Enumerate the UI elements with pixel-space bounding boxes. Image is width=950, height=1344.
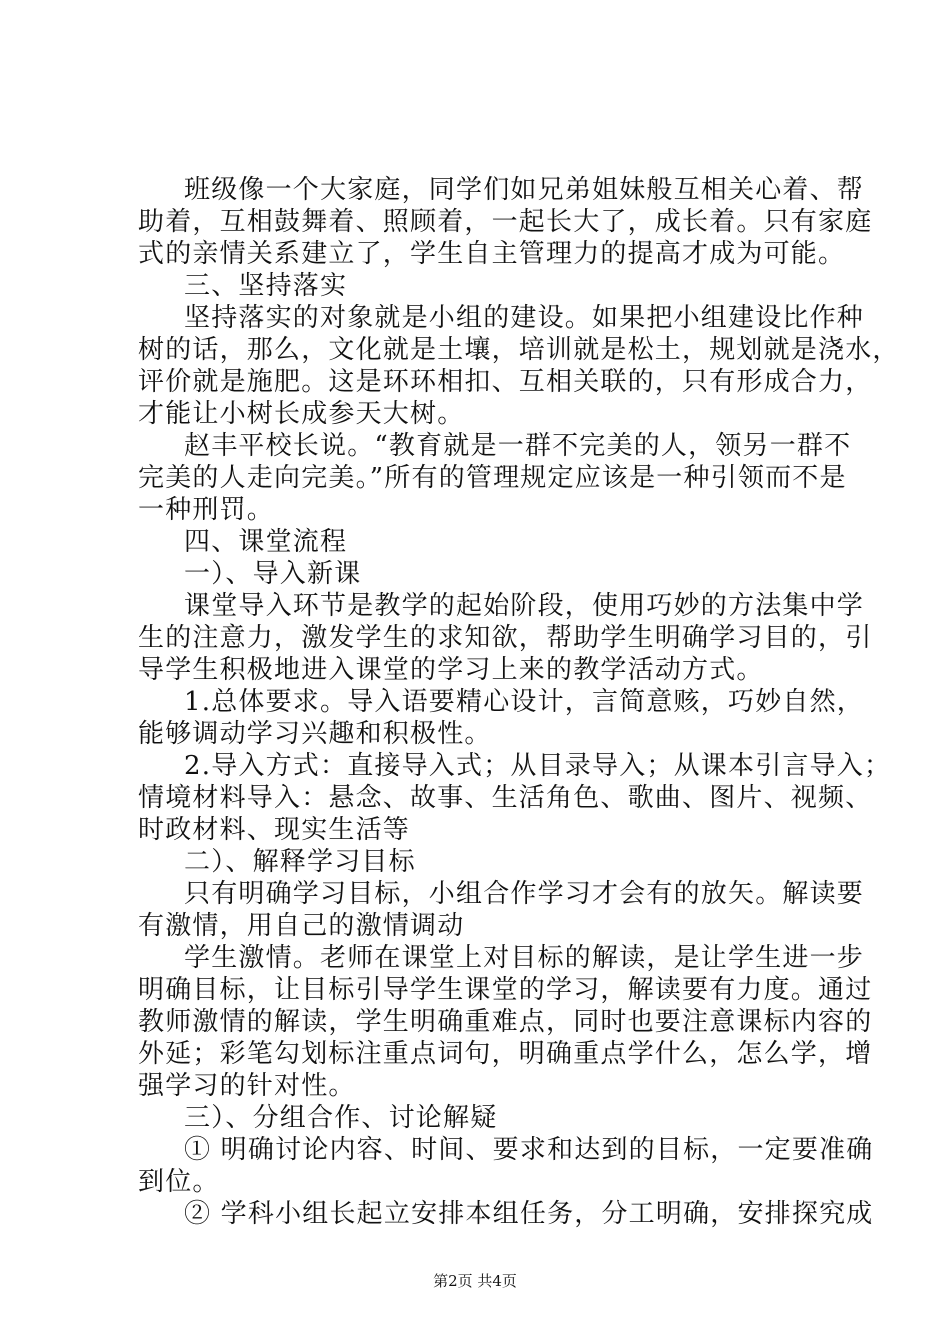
- text-line: 时政材料、现实生活等: [138, 815, 411, 845]
- text-line: ① 明确讨论内容、时间、要求和达到的目标，一定要准确: [184, 1135, 874, 1165]
- text-line: 学生激情。老师在课堂上对目标的解读，是让学生进一步: [184, 943, 865, 973]
- text-line: 外延；彩笔勾划标注重点词句，明确重点学什么，怎么学，增: [138, 1039, 873, 1069]
- text-line: 课堂导入环节是教学的起始阶段，使用巧妙的方法集中学: [184, 591, 865, 621]
- subsection-heading: 一）、导入新课: [184, 559, 362, 589]
- text-line: 生的注意力，激发学生的求知欲，帮助学生明确学习目的，引: [138, 623, 873, 653]
- text-line: 才能让小树长成参天大树。: [138, 399, 465, 429]
- text-line: 强学习的针对性。: [138, 1071, 356, 1101]
- page-footer: 第2页 共4页: [433, 1272, 517, 1290]
- text-line: 助着，互相鼓舞着、照顾着，一起长大了，成长着。只有家庭: [138, 207, 873, 237]
- text-line: 2.导入方式：直接导入式；从目录导入；从课本引言导入；: [184, 751, 892, 781]
- text-line: 到位。: [138, 1167, 220, 1197]
- section-heading: 四、课堂流程: [184, 527, 348, 557]
- text-line: 情境材料导入：悬念、故事、生活角色、歌曲、图片、视频、: [138, 783, 873, 813]
- text-line: 有激情，用自己的激情调动: [138, 911, 465, 941]
- subsection-heading: 二）、解释学习目标: [184, 847, 416, 877]
- text-line: 评价就是施肥。这是环环相扣、互相关联的，只有形成合力，: [138, 367, 873, 397]
- text-line: 赵丰平校长说。“教育就是一群不完美的人，领另一群不: [184, 431, 852, 461]
- text-line: 1.总体要求。导入语要精心设计，言简意赅，巧妙自然，: [184, 687, 865, 717]
- text-line: 班级像一个大家庭，同学们如兄弟姐妹般互相关心着、帮: [184, 175, 865, 205]
- text-line: 完美的人走向完美。”所有的管理规定应该是一种引领而不是: [138, 463, 847, 493]
- text-line: 导学生积极地进入课堂的学习上来的教学活动方式。: [138, 655, 764, 685]
- text-line: 一种刑罚。: [138, 495, 275, 525]
- text-line: 明确目标，让目标引导学生课堂的学习，解读要有力度。通过: [138, 975, 873, 1005]
- text-line: 教师激情的解读，学生明确重难点，同时也要注意课标内容的: [138, 1007, 873, 1037]
- text-line: 式的亲情关系建立了，学生自主管理力的提高才成为可能。: [138, 239, 846, 269]
- text-line: 树的话，那么，文化就是土壤，培训就是松土，规划就是浇水，: [138, 335, 900, 365]
- text-line: ② 学科小组长起立安排本组任务，分工明确，安排探究成: [184, 1199, 874, 1229]
- subsection-heading: 三）、分组合作、讨论解疑: [184, 1103, 498, 1133]
- text-line: 坚持落实的对象就是小组的建设。如果把小组建设比作种: [184, 303, 865, 333]
- text-line: 能够调动学习兴趣和积极性。: [138, 719, 492, 749]
- document-body: [138, 174, 900, 1230]
- section-heading: 三、坚持落实: [184, 271, 348, 301]
- text-line: 只有明确学习目标，小组合作学习才会有的放矢。解读要: [184, 879, 865, 909]
